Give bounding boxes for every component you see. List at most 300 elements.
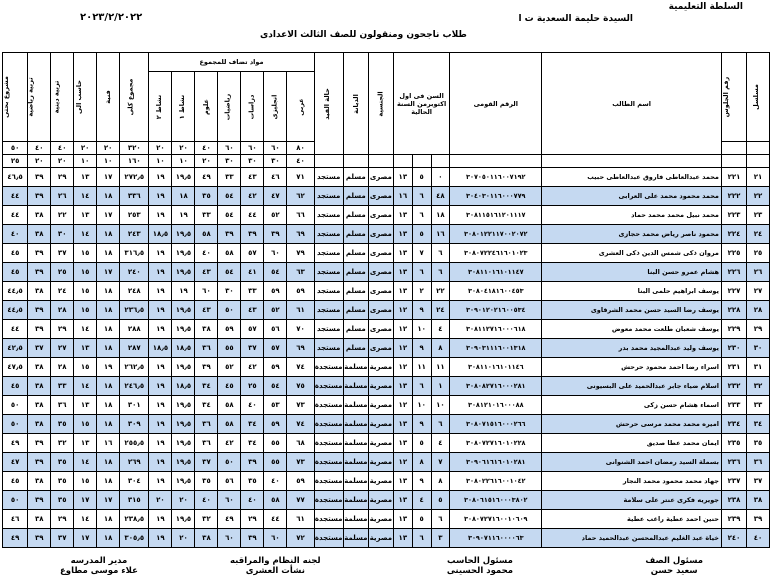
subject-score-cell: ٢٠	[149, 491, 172, 510]
col-religious: تربية دينية	[51, 53, 74, 142]
extra-score-cell: ٣٨	[28, 282, 51, 301]
age-day-cell: ٠	[431, 168, 450, 187]
subject-score-cell: ٦٩	[287, 339, 314, 358]
extra-score-cell: ١٨	[97, 244, 120, 263]
national-id-cell: ٣٠٨٠٧١٥١٦٠٠٠٢٦٦	[450, 415, 542, 434]
age-month-cell: ٦	[412, 187, 431, 206]
extra-score-cell: ٣٨	[28, 225, 51, 244]
nationality-cell: مصرى	[368, 263, 393, 282]
extra-score-cell: ٥٠	[3, 491, 28, 510]
name-cell: جهاد محمد محمود محمد النجار	[542, 472, 722, 491]
status-cell: مستجدة	[314, 472, 343, 491]
national-id-cell: ٣٠٨١١٢٧١٦٠٠٠٦١٨	[450, 320, 542, 339]
subject-score-cell: ١٩	[149, 529, 172, 548]
subject-score-cell: ٥٠	[218, 453, 241, 472]
subject-score-cell: ٣٣	[195, 206, 218, 225]
age-year-cell: ١٣	[393, 225, 412, 244]
extra-score-cell: ١٨	[97, 529, 120, 548]
name-cell: يوسف شعبان طلعت محمد معوض	[542, 320, 722, 339]
age-year-cell: ١٣	[393, 529, 412, 548]
subject-score-cell: ١٩٫٥	[172, 434, 195, 453]
religion-cell: مسلم	[343, 339, 368, 358]
extra-score-cell: ١٥	[74, 301, 97, 320]
national-id-cell: ٣٠٨١٢١٠١٦٠٠٠٨٨	[450, 396, 542, 415]
extra-score-cell: ١٧	[97, 491, 120, 510]
religion-cell: مسلمة	[343, 453, 368, 472]
national-id-cell: ٣٠٨٠٦١٥١٦٠٠٠٣٨٠٢	[450, 491, 542, 510]
national-id-cell: ٣٠٩٠٧١١٦٠٠٠٠٦٣	[450, 529, 542, 548]
subject-score-cell: ١٩	[149, 453, 172, 472]
seat-cell: ٢٢٦	[721, 263, 746, 282]
col-subject: رياضيات	[218, 72, 241, 142]
age-year-cell: ١٣	[393, 434, 412, 453]
serial-cell: ٣٤	[747, 415, 770, 434]
age-day-cell: ٥	[431, 491, 450, 510]
seat-cell: ٢٣٢	[721, 377, 746, 396]
subject-score-cell: ٣٦	[195, 415, 218, 434]
age-month-cell: ٦	[412, 529, 431, 548]
max-score-cell: ٦٠	[264, 142, 287, 155]
total-cell: ٢٤٣	[120, 225, 149, 244]
subject-score-cell: ٢٩	[241, 510, 264, 529]
subject-score-cell: ٥٨	[264, 491, 287, 510]
extra-score-cell: ١٥	[74, 472, 97, 491]
col-art: فنية	[97, 53, 120, 142]
national-id-cell: ٣٠٩٠٣١١١٦٠٠١٣١٨	[450, 339, 542, 358]
seat-cell: ٢٢٤	[721, 225, 746, 244]
subject-score-cell: ٧٩	[287, 244, 314, 263]
nationality-cell: مصرى	[368, 301, 393, 320]
extra-score-cell: ٣٨	[28, 510, 51, 529]
status-cell: مستجد	[314, 187, 343, 206]
age-year-cell: ١٢	[393, 301, 412, 320]
col-age: السن فى اول اكتوبرمن السنة الحالية	[393, 53, 449, 155]
authority-label: السلطة التعليمية	[668, 2, 743, 12]
name-cell: خياة عبد الغليم عبدالمحسن عبدالحميد حماد	[542, 529, 722, 548]
extra-score-cell: ٣٨	[28, 377, 51, 396]
blank-cell	[412, 155, 431, 168]
col-subject: عربى	[287, 72, 314, 142]
age-day-cell: ٢٢	[431, 282, 450, 301]
extra-score-cell: ١٣	[74, 396, 97, 415]
extra-score-cell: ١٧	[97, 263, 120, 282]
subject-score-cell: ١٩	[149, 377, 172, 396]
subject-score-cell: ٤٣	[241, 168, 264, 187]
age-month-cell: ٤	[412, 491, 431, 510]
age-day-cell: ٢٤	[431, 301, 450, 320]
extra-score-cell: ٤٦٫٥	[3, 168, 28, 187]
age-month-cell: ٨	[412, 453, 431, 472]
subject-score-cell: ٥٩	[264, 415, 287, 434]
blank-cell	[721, 155, 746, 168]
name-cell: اسراء رضا احمد محمود حرحش	[542, 358, 722, 377]
age-year-cell: ١٣	[393, 472, 412, 491]
extra-score-cell: ٤٤	[3, 187, 28, 206]
extra-score-cell: ٣٩	[28, 301, 51, 320]
subject-score-cell: ١٨٫٥	[149, 339, 172, 358]
status-cell: مستجدة	[314, 415, 343, 434]
serial-cell: ٢٤	[747, 225, 770, 244]
subject-score-cell: ٣٥	[195, 187, 218, 206]
subject-score-cell: ٦٨	[287, 434, 314, 453]
subject-score-cell: ٣٤	[195, 396, 218, 415]
max-score-cell: ٨٠	[287, 142, 314, 155]
subject-score-cell: ٧٧	[287, 491, 314, 510]
seat-cell: ٢٢١	[721, 168, 746, 187]
extra-score-cell: ٣٧	[51, 529, 74, 548]
serial-cell: ٢٩	[747, 320, 770, 339]
national-id-cell: ٣٠٨٠١٢٢١١٧٠٠٢٠٧٢	[450, 225, 542, 244]
name-cell: حنين احمد عطية راغب عطية	[542, 510, 722, 529]
extra-score-cell: ١٣	[74, 168, 97, 187]
name-cell: هشام عمرو حسن البنا	[542, 263, 722, 282]
national-id-cell: ٣٠٨٠٧٢٧١٦٠٠١٠٦٠٩	[450, 510, 542, 529]
subject-score-cell: ٥٩	[218, 320, 241, 339]
name-cell: اسلام ضياء جابر عبدالحميد على البسيونى	[542, 377, 722, 396]
min-score-cell: ١٠	[172, 155, 195, 168]
religion-cell: مسلمة	[343, 510, 368, 529]
total-cell: ٣٠٩	[120, 415, 149, 434]
extra-score-cell: ٤٠	[3, 225, 28, 244]
status-cell: مستجد	[314, 244, 343, 263]
class-official	[645, 556, 703, 576]
seat-cell: ٢٣٨	[721, 491, 746, 510]
nationality-cell: مصرية	[368, 377, 393, 396]
age-year-cell: ١٣	[393, 263, 412, 282]
subject-score-cell: ٧١	[287, 168, 314, 187]
subject-score-cell: ٥٦	[218, 472, 241, 491]
age-day-cell: ٦	[431, 244, 450, 263]
table-row	[3, 339, 770, 358]
subject-score-cell: ٦٠	[195, 282, 218, 301]
extra-score-cell: ٥٠	[3, 396, 28, 415]
extra-score-cell: ٢٨	[51, 301, 74, 320]
table-row	[3, 491, 770, 510]
table-row	[3, 282, 770, 301]
national-id-cell: ٣٠٨٠٤١٨١٦٠٠٤٥٣	[450, 282, 542, 301]
accountant	[447, 556, 513, 576]
serial-cell: ٣٧	[747, 472, 770, 491]
serial-cell: ٣٦	[747, 453, 770, 472]
subject-score-cell: ٥٩	[264, 282, 287, 301]
age-day-cell: ٦	[431, 510, 450, 529]
subject-score-cell: ٥٨	[218, 415, 241, 434]
extra-score-cell: ٤٤٫٥	[3, 301, 28, 320]
subject-score-cell: ٥٩	[264, 358, 287, 377]
national-id-cell: ٣٠٨٠٢٢٦١٦٠٠١٠٤٢	[450, 472, 542, 491]
blank-cell	[431, 155, 450, 168]
age-year-cell: ١٢	[393, 339, 412, 358]
blank-cell	[314, 155, 343, 168]
extra-score-cell: ٣٥	[51, 472, 74, 491]
col-subject: نشاط ٢	[149, 72, 172, 142]
col-nationality: الجنسية	[368, 53, 393, 155]
seat-cell: ٢٢٩	[721, 320, 746, 339]
age-month-cell: ٦	[412, 377, 431, 396]
subject-score-cell: ١٩٫٥	[172, 358, 195, 377]
name-cell: محمد عبدالعاطى فاروق عبدالعاطى حبيب	[542, 168, 722, 187]
min-score-cell: ١٠	[74, 155, 97, 168]
extra-score-cell: ٣٩	[28, 263, 51, 282]
extra-score-cell: ١٣	[74, 339, 97, 358]
seat-cell: ٢٤٠	[721, 529, 746, 548]
age-day-cell: ١٨	[431, 206, 450, 225]
subject-score-cell: ١٩	[149, 434, 172, 453]
subject-score-cell: ٤٠	[195, 244, 218, 263]
national-id-cell: ٣٠٨٠٧٢٢٤٦١٦٠١٠٢٣	[450, 244, 542, 263]
extra-score-cell: ٣٩	[28, 491, 51, 510]
committee-label: لجنه النظام والمراقبه	[230, 556, 321, 566]
extra-score-cell: ٤٤٫٥	[3, 282, 28, 301]
extra-score-cell: ١٧	[74, 491, 97, 510]
extra-score-cell: ٢٢	[51, 206, 74, 225]
religion-cell: مسلم	[343, 282, 368, 301]
subject-score-cell: ٤٧	[264, 187, 287, 206]
table-row	[3, 244, 770, 263]
principal-label: مدير المدرسه	[70, 556, 128, 566]
subject-score-cell: ٣٣	[241, 282, 264, 301]
extra-score-cell: ٤٥	[3, 377, 28, 396]
col-status: حالة القيد	[314, 53, 343, 155]
extra-score-cell: ٣٨	[28, 415, 51, 434]
nationality-cell: مصرية	[368, 510, 393, 529]
blank-cell	[747, 142, 770, 155]
extra-score-cell: ٤٩	[3, 434, 28, 453]
age-day-cell: ٨	[431, 339, 450, 358]
age-day-cell: ١٦	[431, 225, 450, 244]
total-cell: ٢٤٨	[120, 282, 149, 301]
col-subject: دراسات	[241, 72, 264, 142]
age-year-cell: ١٣	[393, 206, 412, 225]
status-cell: مستجدة	[314, 396, 343, 415]
table-row	[3, 529, 770, 548]
age-year-cell: ١٢	[393, 358, 412, 377]
seat-cell: ٢٣٩	[721, 510, 746, 529]
extra-score-cell: ٣٩	[28, 320, 51, 339]
nationality-cell: مصرية	[368, 396, 393, 415]
nationality-cell: مصرى	[368, 244, 393, 263]
nationality-cell: مصرية	[368, 529, 393, 548]
subject-score-cell: ١٩٫٥	[172, 396, 195, 415]
subject-score-cell: ٦١	[287, 510, 314, 529]
extra-score-cell: ١٩	[97, 358, 120, 377]
col-project: مشروع بحثى	[3, 53, 28, 142]
subject-score-cell: ٥٩	[287, 472, 314, 491]
subject-score-cell: ٣٩	[241, 225, 264, 244]
subject-score-cell: ٣٧	[241, 339, 264, 358]
max-score-cell: ٦٠	[218, 142, 241, 155]
max-score-cell: ٤٠	[28, 142, 51, 155]
table-row	[3, 396, 770, 415]
min-score-cell: ١٠	[149, 155, 172, 168]
extra-score-cell: ١٥	[74, 244, 97, 263]
seat-cell: ٢٢٧	[721, 282, 746, 301]
age-year-cell: ١٣	[393, 510, 412, 529]
status-cell: مستجدة	[314, 377, 343, 396]
subject-score-cell: ٥٤	[264, 377, 287, 396]
nationality-cell: مصرى	[368, 225, 393, 244]
subject-score-cell: ٣٤	[195, 377, 218, 396]
table-row	[3, 301, 770, 320]
subject-score-cell: ٣٨	[195, 320, 218, 339]
serial-cell: ٤٠	[747, 529, 770, 548]
extra-score-cell: ١٣	[74, 434, 97, 453]
col-name: اسم الطالب	[542, 53, 722, 155]
subject-score-cell: ٣٥	[195, 472, 218, 491]
subject-score-cell: ١٩	[172, 282, 195, 301]
committee	[230, 556, 321, 576]
serial-cell: ٣٠	[747, 339, 770, 358]
status-cell: مستجد	[314, 225, 343, 244]
col-subject: انجليزى	[264, 72, 287, 142]
report-date: ٢٠٢٣/٢/٢٠٢٢	[80, 12, 143, 23]
seat-cell: ٢٣٦	[721, 453, 746, 472]
table-row	[3, 510, 770, 529]
total-cell: ٢٦٩	[120, 453, 149, 472]
subject-score-cell: ٣٩	[241, 453, 264, 472]
name-cell: يوسف رضا السيد حسن محمد الشرقاوى	[542, 301, 722, 320]
subject-score-cell: ٤٥	[218, 377, 241, 396]
age-year-cell: ١٢	[393, 396, 412, 415]
extra-score-cell: ٣٨	[28, 358, 51, 377]
seat-cell: ٢٢٥	[721, 244, 746, 263]
name-cell: اسماء هشام حسن زكى	[542, 396, 722, 415]
serial-cell: ٢٥	[747, 244, 770, 263]
status-cell: مستجد	[314, 320, 343, 339]
extra-score-cell: ١٨	[97, 510, 120, 529]
subject-score-cell: ١٩٫٥	[172, 301, 195, 320]
religion-cell: مسلم	[343, 320, 368, 339]
extra-score-cell: ٣٩	[28, 434, 51, 453]
subject-score-cell: ١٩	[149, 168, 172, 187]
extra-score-cell: ٣٧	[51, 244, 74, 263]
extra-score-cell: ٣٨	[28, 206, 51, 225]
age-month-cell: ٩	[412, 339, 431, 358]
age-day-cell: ١	[431, 377, 450, 396]
age-month-cell: ٦	[412, 263, 431, 282]
name-cell: اميره محمد محمد مرسى حرحش	[542, 415, 722, 434]
extra-score-cell: ١٥	[74, 263, 97, 282]
seat-cell: ٢٣٣	[721, 396, 746, 415]
religion-cell: مسلم	[343, 263, 368, 282]
subject-score-cell: ٥٨	[195, 225, 218, 244]
extra-score-cell: ٢٨	[51, 358, 74, 377]
min-score-cell: ٢٥	[3, 155, 28, 168]
subject-score-cell: ٧٥	[287, 377, 314, 396]
age-month-cell: ٥	[412, 510, 431, 529]
name-cell: يوسف ابراهيم حلمى البنا	[542, 282, 722, 301]
age-day-cell: ٤	[431, 320, 450, 339]
subject-score-cell: ١٨	[172, 187, 195, 206]
national-id-cell: ٣٠٨٠٨٢٧١٦٠٠٠٢٨١	[450, 377, 542, 396]
age-month-cell: ١١	[412, 358, 431, 377]
total-cell: ٢٣٨٫٥	[120, 510, 149, 529]
subject-score-cell: ٥٨	[218, 396, 241, 415]
religion-cell: مسلمة	[343, 396, 368, 415]
subject-score-cell: ٥٤	[218, 263, 241, 282]
total-cell: ٢٥٣	[120, 206, 149, 225]
nationality-cell: مصرى	[368, 187, 393, 206]
subject-score-cell: ١٩	[149, 244, 172, 263]
total-cell: ٢٧٢٫٥	[120, 168, 149, 187]
extra-score-cell: ١٤	[74, 320, 97, 339]
subject-score-cell: ١٩	[149, 263, 172, 282]
subject-score-cell: ٥٣	[264, 396, 287, 415]
extra-score-cell: ٣٨	[28, 472, 51, 491]
col-sports: تربية رياضية	[28, 53, 51, 142]
age-month-cell: ٦	[412, 206, 431, 225]
max-score-cell: ٤٠	[51, 142, 74, 155]
col-seat: رقم الجلوس	[721, 53, 746, 142]
subject-score-cell: ١٨٫٥	[172, 339, 195, 358]
serial-cell: ٢٨	[747, 301, 770, 320]
age-year-cell: ١٦	[393, 187, 412, 206]
extra-score-cell: ٤٤	[3, 320, 28, 339]
subject-score-cell: ٧٢	[287, 529, 314, 548]
total-cell: ٣١٦٫٥	[120, 244, 149, 263]
extra-score-cell: ٣٩	[28, 187, 51, 206]
name-cell: يوسف وليد عبدالمجيد محمد بدر	[542, 339, 722, 358]
serial-cell: ٢٢	[747, 187, 770, 206]
national-id-cell: ٣٠٨٠٧٢٧١٦٠١٠٢٢٨	[450, 434, 542, 453]
subject-score-cell: ٣٦	[195, 339, 218, 358]
table-row	[3, 377, 770, 396]
subject-score-cell: ٦٠	[264, 244, 287, 263]
subject-score-cell: ٣٤	[241, 434, 264, 453]
subject-score-cell: ١٩	[149, 396, 172, 415]
subject-score-cell: ٥٦	[264, 320, 287, 339]
subject-score-cell: ٢٠	[172, 491, 195, 510]
age-day-cell: ٧	[431, 453, 450, 472]
total-cell: ٣١٥	[120, 491, 149, 510]
religion-cell: مسلم	[343, 168, 368, 187]
age-month-cell: ٥	[412, 434, 431, 453]
age-year-cell: ١٣	[393, 168, 412, 187]
seat-cell: ٢٣١	[721, 358, 746, 377]
min-score-cell: ٣٠	[218, 155, 241, 168]
religion-cell: مسلم	[343, 187, 368, 206]
extra-score-cell: ١٨	[97, 453, 120, 472]
table-row	[3, 320, 770, 339]
age-year-cell: ١٣	[393, 244, 412, 263]
total-cell: ٣٠١	[120, 396, 149, 415]
subject-score-cell: ١٩	[149, 187, 172, 206]
subject-score-cell: ٣٩	[241, 529, 264, 548]
nationality-cell: مصرية	[368, 491, 393, 510]
subject-score-cell: ٤٣	[241, 301, 264, 320]
serial-cell: ٢٧	[747, 282, 770, 301]
religion-cell: مسلمة	[343, 434, 368, 453]
max-score-cell: ٣٢٠	[120, 142, 149, 155]
subject-score-cell: ٦٣	[287, 263, 314, 282]
age-day-cell: ٨	[431, 472, 450, 491]
age-day-cell: ١١	[431, 358, 450, 377]
results-table	[2, 52, 770, 548]
name-cell: مروان ذكى شمس الدين ذكى العشرى	[542, 244, 722, 263]
status-cell: مستجد	[314, 168, 343, 187]
col-total: مجموع كلى	[120, 53, 149, 142]
extra-score-cell: ١٥	[74, 282, 97, 301]
nationality-cell: مصرية	[368, 453, 393, 472]
extra-score-cell: ٢٤	[51, 282, 74, 301]
subject-score-cell: ٣٩	[264, 225, 287, 244]
subject-score-cell: ١٩	[149, 320, 172, 339]
table-row	[3, 358, 770, 377]
total-cell: ٢٤٦٫٥	[120, 377, 149, 396]
subject-score-cell: ١٩	[149, 510, 172, 529]
subject-score-cell: ٦١	[287, 301, 314, 320]
nationality-cell: مصرى	[368, 282, 393, 301]
